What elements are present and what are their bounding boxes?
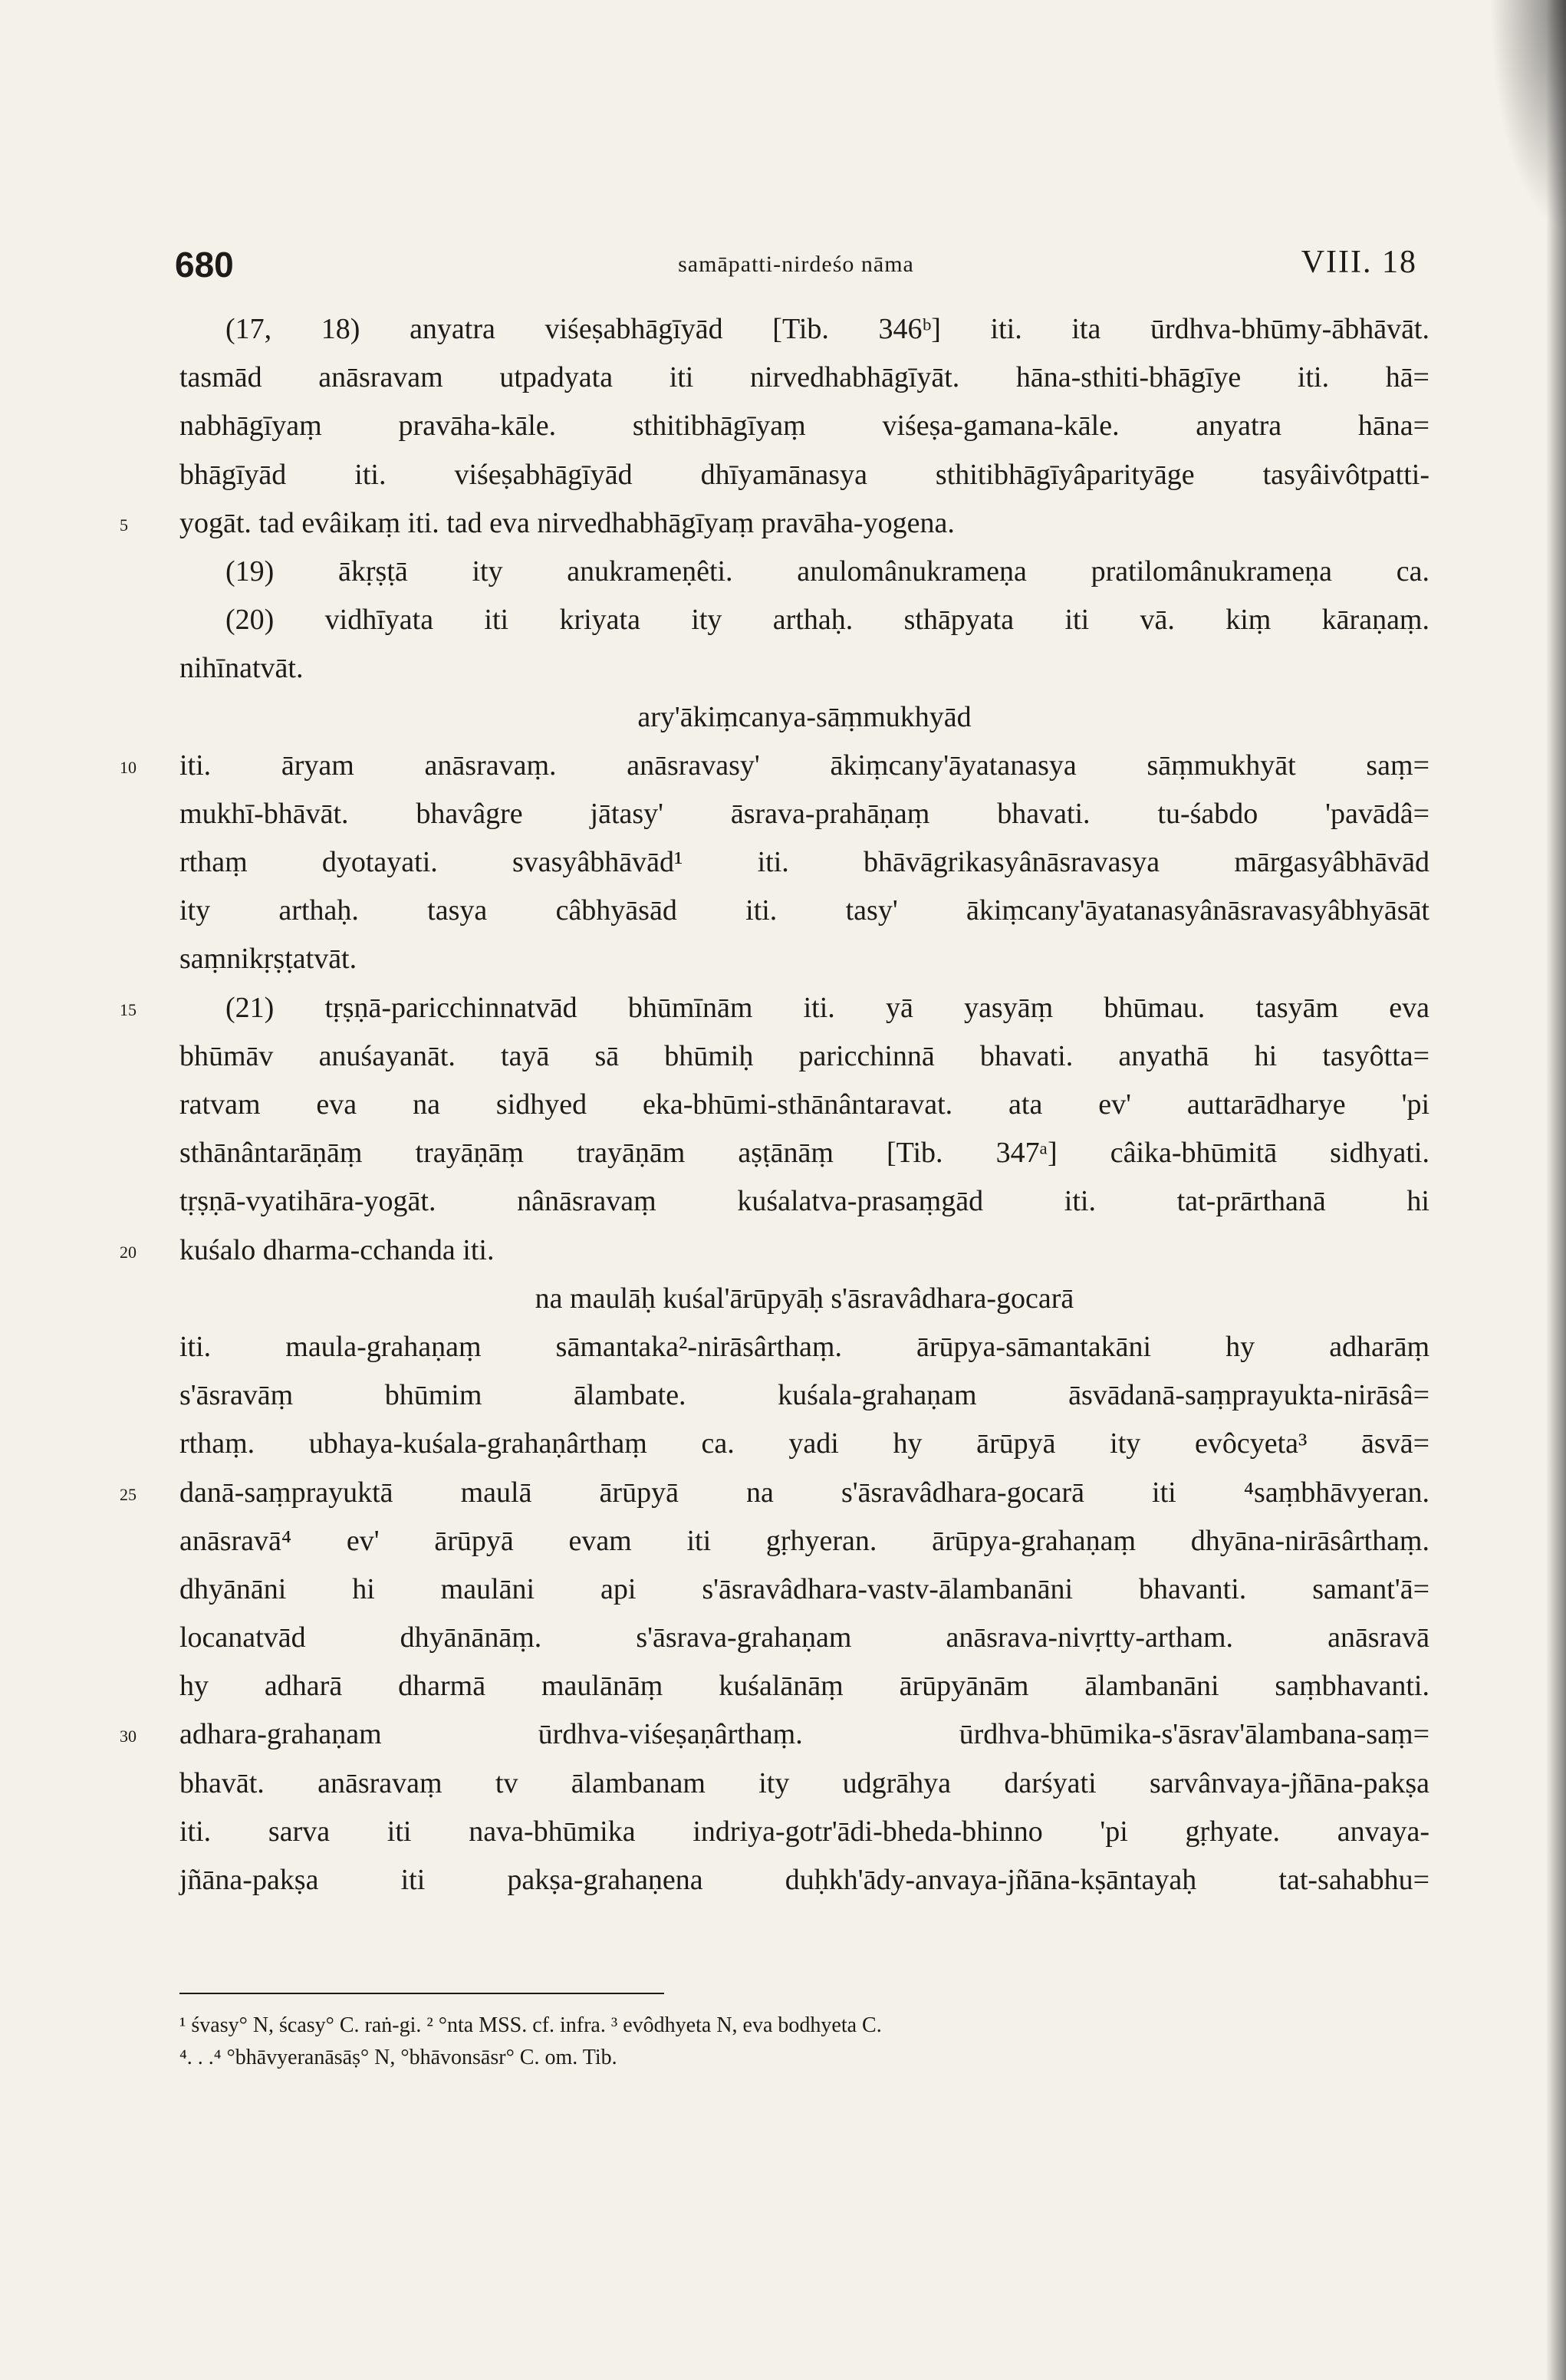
text-line [179, 1129, 1429, 1177]
footnote-line: ⁴. . .⁴ °bhāvyeranāsāṣ° N, °bhāvonsāsr° C. om. Tib. [179, 2046, 617, 2069]
line-text: ary'ākiṃcanya-sāṃmukhyād [637, 700, 972, 733]
text-line [179, 305, 1429, 354]
line-text: jñāna-pakṣa iti pakṣa-grahaṇena duḥkh'ādy-anvaya-jñāna-kṣāntayaḥ tat-sahabhu= [179, 1864, 1429, 1896]
footnote-line: ¹ śvasy° N, ścasy° C. raṅ-gi. ² °nta MSS. cf. infra. ³ evôdhyeta N, eva bodhyeta C. [179, 2013, 882, 2037]
text-line [179, 693, 1429, 742]
line-number: 25 [120, 1484, 137, 1504]
text-line [179, 1808, 1429, 1856]
text-line [179, 1177, 1429, 1226]
text-line [179, 1371, 1429, 1420]
line-text: (20) vidhīyata iti kriyata ity arthaḥ. sthāpyata iti vā. kiṃ kāraṇaṃ. [225, 604, 1429, 637]
line-text: saṃnikṛṣṭatvāt. [179, 943, 357, 976]
text-line [179, 790, 1429, 838]
text-line [179, 1565, 1429, 1614]
line-text: danā-saṃprayuktā maulā ārūpyā na s'āsravâdhara-gocarā iti ⁴saṃbhāvyeran. [179, 1476, 1429, 1509]
text-line [120, 1226, 1429, 1275]
text-line [179, 1614, 1429, 1662]
text-line [179, 935, 1429, 983]
line-text: tasmād anāsravam utpadyata iti nirvedhabhāgīyāt. hāna-sthiti-bhāgīye iti. hā= [179, 361, 1429, 394]
line-text: ity arthaḥ. tasya câbhyāsād iti. tasy' ākiṃcany'āyatanasyânāsravasyâbhyāsāt [179, 894, 1429, 927]
line-number: 5 [120, 515, 128, 535]
text-line [179, 1662, 1429, 1710]
line-text: rthaṃ. ubhaya-kuśala-grahaṇârthaṃ ca. yadi hy ārūpyā ity evôcyeta³ āsvā= [179, 1427, 1429, 1460]
line-text: tṛṣṇā-vyatihāra-yogāt. nânāsravaṃ kuśalatva-prasaṃgād iti. tat-prārthanā hi [179, 1185, 1429, 1218]
line-text: mukhī-bhāvāt. bhavâgre jātasy' āsrava-prahāṇaṃ bhavati. tu-śabdo 'pavādâ= [179, 797, 1429, 830]
page-number: 680 [175, 245, 234, 285]
line-text: iti. maula-grahaṇaṃ sāmantaka²-nirāsârthaṃ. ārūpya-sāmantakāni hy adharāṃ [179, 1330, 1429, 1363]
line-text: iti. āryam anāsravaṃ. anāsravasy' ākiṃcany'āyatanasya sāṃmukhyāt saṃ= [179, 749, 1429, 782]
text-line [179, 1032, 1429, 1081]
text-line [179, 838, 1429, 887]
text-line [179, 548, 1429, 596]
line-text: nabhāgīyaṃ pravāha-kāle. sthitibhāgīyaṃ viśeṣa-gamana-kāle. anyatra hāna= [179, 410, 1429, 443]
line-text: bhavāt. anāsravaṃ tv ālambanam ity udgrāhya darśyati sarvânvaya-jñāna-pakṣa [179, 1766, 1429, 1799]
text-line [179, 1759, 1429, 1808]
text-line [120, 984, 1429, 1032]
text-line [120, 742, 1429, 790]
line-number: 10 [120, 757, 137, 777]
line-text: adhara-grahaṇam ūrdhva-viśeṣaṇârthaṃ. ūrdhva-bhūmika-s'āsrav'ālambana-saṃ= [179, 1718, 1429, 1751]
running-title: samāpatti-nirdeśo nāma [678, 252, 914, 277]
line-text: hy adharā dharmā maulānāṃ kuśalānāṃ ārūpyānām ālambanāni saṃbhavanti. [179, 1670, 1429, 1703]
line-text: dhyānāni hi maulāni api s'āsravâdhara-vastv-ālambanāni bhavanti. samant'ā= [179, 1572, 1429, 1605]
text-line [179, 1081, 1429, 1129]
text-line [179, 596, 1429, 644]
line-text: bhāgīyād iti. viśeṣabhāgīyād dhīyamānasya sthitibhāgīyâparityāge tasyâivôtpatti- [179, 458, 1429, 491]
text-line [179, 1323, 1429, 1371]
page-corner-shadow [1489, 0, 1566, 230]
line-text: ratvam eva na sidhyed eka-bhūmi-sthānântaravat. ata ev' auttarādharye 'pi [179, 1088, 1429, 1121]
text-line [179, 644, 1429, 693]
line-text: yogāt. tad evâikaṃ iti. tad eva nirvedhabhāgīyaṃ pravāha-yogena. [179, 506, 955, 539]
line-text: locanatvād dhyānānāṃ. s'āsrava-grahaṇam anāsrava-nivṛtty-artham. anāsravā [179, 1621, 1429, 1654]
line-text: sthānântarāṇāṃ trayāṇāṃ trayāṇām aṣṭānāṃ [Tib. 347ᵃ] câika-bhūmitā sidhyati. [179, 1137, 1429, 1170]
line-text: nihīnatvāt. [179, 652, 304, 685]
main-text [120, 305, 1429, 1904]
line-text: anāsravā⁴ ev' ārūpyā evam iti gṛhyeran. ārūpya-grahaṇaṃ dhyāna-nirāsârthaṃ. [179, 1524, 1429, 1557]
text-line [179, 451, 1429, 499]
text-line [120, 499, 1429, 548]
line-text: (17, 18) anyatra viśeṣabhāgīyād [Tib. 346ᵇ] iti. ita ūrdhva-bhūmy-ābhāvāt. [225, 313, 1429, 345]
text-line [120, 1469, 1429, 1517]
line-text: s'āsravāṃ bhūmim ālambate. kuśala-grahaṇam āsvādanā-saṃprayukta-nirāsâ= [179, 1379, 1429, 1412]
line-text: rthaṃ dyotayati. svasyâbhāvād¹ iti. bhāvāgrikasyânāsravasya mārgasyâbhāvād [179, 846, 1429, 879]
text-line [179, 1420, 1429, 1468]
text-line [179, 1275, 1429, 1323]
line-text: na maulāḥ kuśal'ārūpyāḥ s'āsravâdhara-gocarā [535, 1282, 1074, 1315]
text-line [179, 1517, 1429, 1565]
line-number: 20 [120, 1242, 137, 1262]
text-line [179, 402, 1429, 450]
line-text: kuśalo dharma-cchanda iti. [179, 1233, 495, 1266]
line-number: 30 [120, 1727, 137, 1746]
text-line [120, 1710, 1429, 1759]
text-line [179, 354, 1429, 402]
line-text: iti. sarva iti nava-bhūmika indriya-gotr'ādi-bheda-bhinno 'pi gṛhyate. anvaya- [179, 1815, 1429, 1848]
footnote-rule [179, 1993, 664, 1994]
text-line [179, 1856, 1429, 1904]
line-text: bhūmāv anuśayanāt. tayā sā bhūmiḥ paricchinnā bhavati. anyathā hi tasyôtta= [179, 1039, 1429, 1072]
line-text: (19) ākṛṣṭā ity anukrameṇêti. anulomânukrameṇa pratilomânukrameṇa ca. [225, 555, 1429, 588]
line-text: (21) tṛṣṇā-paricchinnatvād bhūmīnām iti. yā yasyāṃ bhūmau. tasyām eva [225, 991, 1429, 1024]
section-reference: VIII. 18 [1301, 245, 1417, 280]
line-number: 15 [120, 999, 137, 1019]
page-edge-shadow [1546, 0, 1566, 2380]
text-line [179, 887, 1429, 935]
running-header [175, 244, 1417, 290]
